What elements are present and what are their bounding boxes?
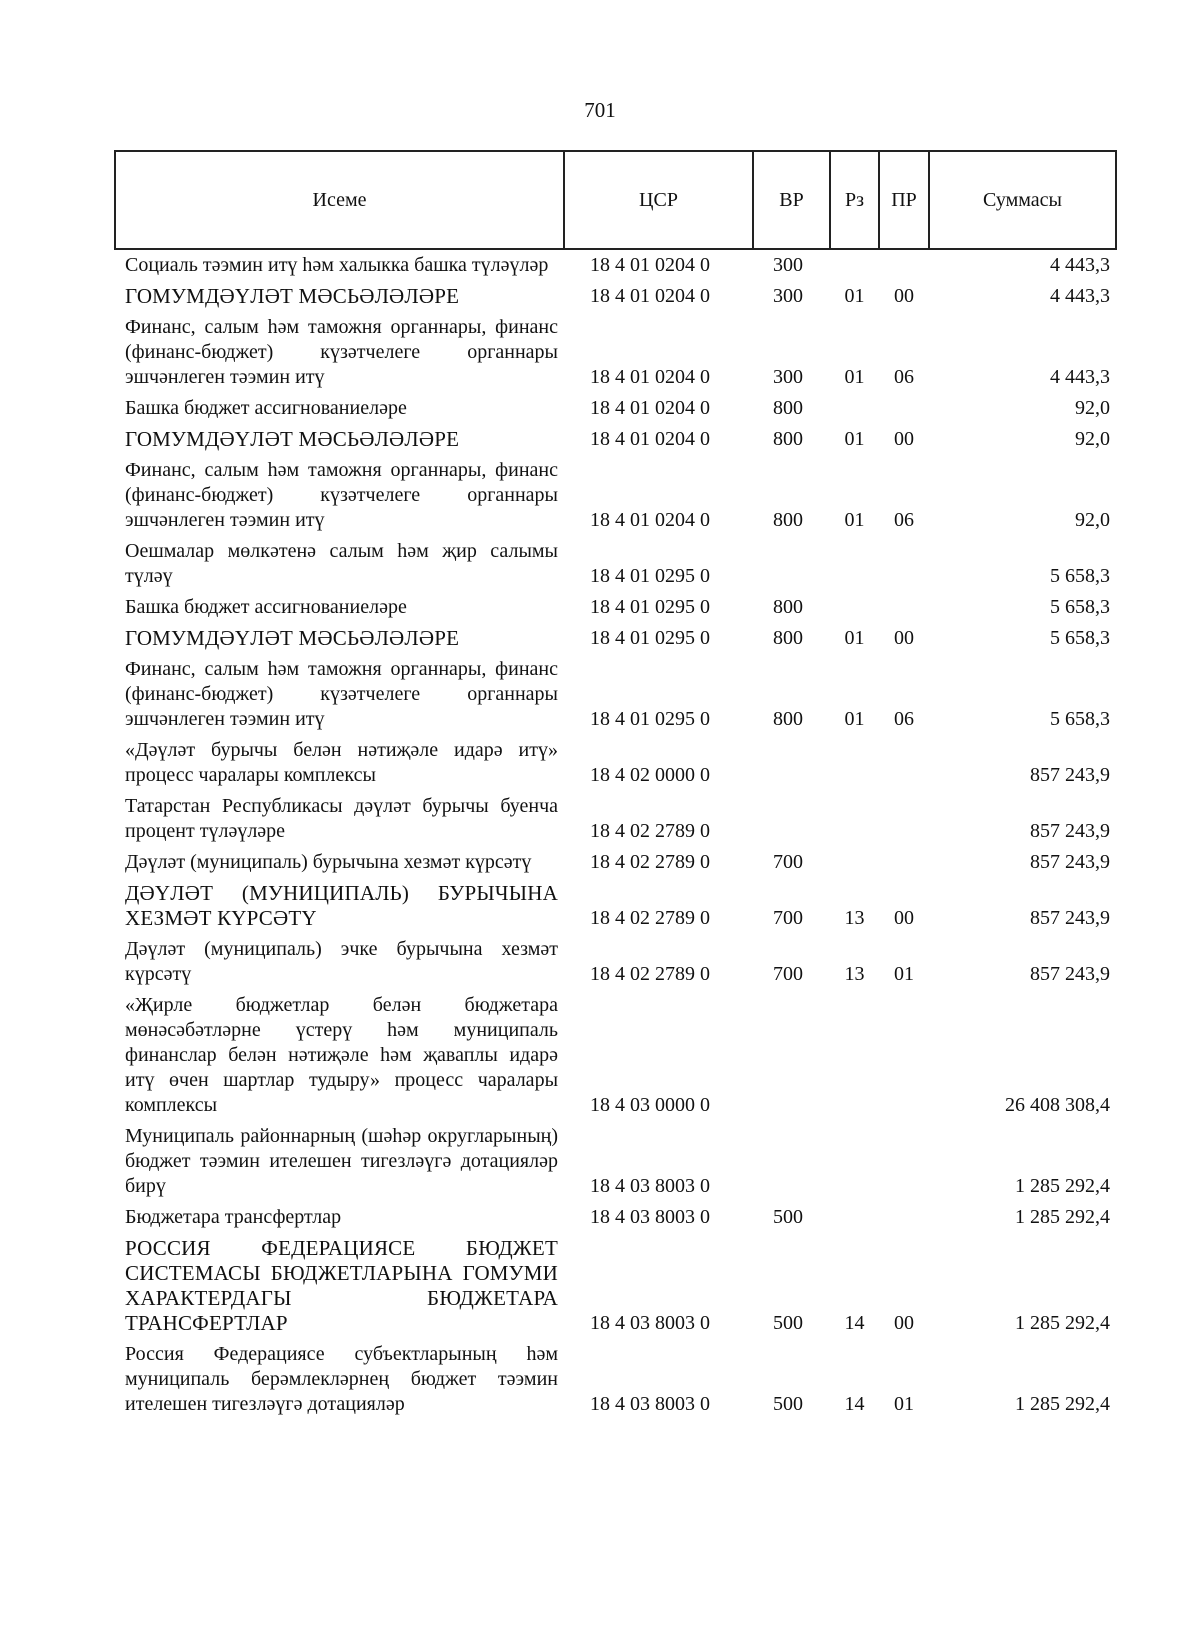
cell-name: «Дәүләт бурычы белән нәтиҗәле идарә итү» процесс чаралары комплексы [125, 739, 558, 786]
cell-sum: 857 243,9 [1030, 963, 1110, 985]
table-row [115, 791, 1116, 847]
cell-sum: 857 243,9 [1030, 851, 1110, 873]
header-pr: ПР [879, 151, 929, 249]
cell-rz [830, 990, 879, 1121]
cell-rz: 13 [844, 963, 865, 985]
cell-name: Оешмалар мөлкәтенә салым һәм җир салымы түләү [125, 540, 558, 587]
cell-vr: 800 [773, 509, 803, 531]
table-row [115, 654, 1116, 735]
cell-rz [830, 735, 879, 791]
cell-sum: 1 285 292,4 [1015, 1312, 1110, 1334]
cell-csr: 18 4 01 0204 0 [590, 397, 710, 419]
table-row [115, 1339, 1116, 1420]
cell-vr: 300 [773, 254, 803, 276]
cell-vr [753, 990, 830, 1121]
cell-csr: 18 4 03 8003 0 [590, 1206, 710, 1228]
cell-rz [830, 791, 879, 847]
cell-sum: 5 658,3 [1050, 627, 1110, 649]
cell-vr: 500 [773, 1312, 803, 1334]
header-name: Исеме [115, 151, 564, 249]
cell-sum: 92,0 [1075, 509, 1110, 531]
cell-csr: 18 4 03 8003 0 [590, 1312, 710, 1334]
cell-name: Бюджетара трансфертлар [125, 1206, 342, 1228]
cell-name: ГОМУМДӘҮЛӘТ МӘСЬӘЛӘЛӘРЕ [125, 284, 460, 308]
cell-rz: 13 [844, 907, 865, 929]
cell-pr [879, 990, 929, 1121]
cell-rz: 14 [844, 1312, 865, 1334]
cell-pr [879, 1121, 929, 1202]
cell-name: Финанс, салым һәм таможня органнары, финанс (финанс-бюджет) күзәтчелеге органнары эшчәнлеген тәэмин итү [125, 658, 558, 730]
cell-name: Башка бюджет ассигнованиеләре [125, 397, 407, 419]
table-row [115, 536, 1116, 592]
cell-vr: 500 [773, 1393, 803, 1415]
cell-pr: 00 [894, 428, 914, 450]
table-row [115, 312, 1116, 393]
cell-name: ДӘҮЛӘТ (МУНИЦИПАЛЬ) БУРЫЧЫНА ХЕЗМӘТ КҮРСӘТҮ [125, 881, 558, 930]
cell-name: Муниципаль районнарның (шәһәр округларының) бюджет тәэмин ителешен тигезләүгә дотацияләр бирү [125, 1125, 558, 1197]
cell-sum: 857 243,9 [1030, 820, 1110, 842]
table-row [115, 455, 1116, 536]
cell-csr: 18 4 02 2789 0 [590, 851, 710, 873]
header-rz: Рз [830, 151, 879, 249]
cell-csr: 18 4 02 2789 0 [590, 963, 710, 985]
cell-sum: 4 443,3 [1050, 254, 1110, 276]
budget-table [114, 150, 1117, 1420]
cell-rz [830, 393, 879, 424]
cell-csr: 18 4 02 2789 0 [590, 820, 710, 842]
cell-pr: 00 [894, 1312, 914, 1334]
cell-vr: 700 [773, 907, 803, 929]
cell-pr [879, 536, 929, 592]
cell-pr: 01 [894, 963, 914, 985]
table-row [115, 393, 1116, 424]
table-row [115, 592, 1116, 623]
table-row [115, 424, 1116, 455]
table-row [115, 249, 1116, 281]
cell-rz [830, 1121, 879, 1202]
cell-rz: 01 [844, 428, 865, 450]
cell-rz [830, 249, 879, 281]
cell-vr: 700 [773, 963, 803, 985]
cell-sum: 1 285 292,4 [1015, 1393, 1110, 1415]
cell-vr: 500 [773, 1206, 803, 1228]
cell-pr [879, 1202, 929, 1233]
cell-vr: 300 [773, 366, 803, 388]
cell-pr: 00 [894, 627, 914, 649]
table-row [115, 1233, 1116, 1339]
cell-pr [879, 592, 929, 623]
cell-csr: 18 4 01 0295 0 [590, 708, 710, 730]
cell-name: Финанс, салым һәм таможня органнары, финанс (финанс-бюджет) күзәтчелеге органнары эшчәнлеген тәэмин итү [125, 459, 558, 531]
table-row [115, 735, 1116, 791]
cell-rz [830, 847, 879, 878]
cell-csr: 18 4 01 0204 0 [590, 509, 710, 531]
cell-csr: 18 4 03 8003 0 [590, 1393, 710, 1415]
cell-vr: 800 [773, 708, 803, 730]
cell-vr: 800 [773, 596, 803, 618]
cell-vr: 800 [773, 428, 803, 450]
cell-csr: 18 4 01 0295 0 [590, 627, 710, 649]
cell-sum: 4 443,3 [1050, 285, 1110, 307]
cell-vr: 800 [773, 397, 803, 419]
header-sum: Суммасы [929, 151, 1116, 249]
cell-rz: 01 [844, 366, 865, 388]
cell-name: Россия Федерациясе субъектларының һәм муниципаль берәмлекләрнең бюджет тәэмин ителешен тигезләүгә дотацияләр [125, 1343, 558, 1415]
cell-sum: 5 658,3 [1050, 565, 1110, 587]
cell-name: Социаль тәэмин итү һәм халыкка башка түләүләр [125, 254, 549, 276]
table-row [115, 934, 1116, 990]
cell-sum: 4 443,3 [1050, 366, 1110, 388]
cell-name: ГОМУМДӘҮЛӘТ МӘСЬӘЛӘЛӘРЕ [125, 626, 460, 650]
cell-csr: 18 4 02 0000 0 [590, 764, 710, 786]
table-header [115, 151, 1116, 249]
cell-vr [753, 791, 830, 847]
cell-vr [753, 735, 830, 791]
cell-pr: 06 [894, 509, 914, 531]
cell-vr: 800 [773, 627, 803, 649]
cell-vr [753, 1121, 830, 1202]
cell-csr: 18 4 01 0204 0 [590, 254, 710, 276]
page-number: 701 [584, 98, 616, 122]
cell-name: Дәүләт (муниципаль) бурычына хезмәт күрсәтү [125, 851, 532, 873]
cell-rz: 14 [844, 1393, 865, 1415]
cell-name: Башка бюджет ассигнованиеләре [125, 596, 407, 618]
cell-name: Дәүләт (муниципаль) эчке бурычына хезмәт күрсәтү [125, 938, 558, 985]
cell-rz [830, 592, 879, 623]
cell-name: ГОМУМДӘҮЛӘТ МӘСЬӘЛӘЛӘРЕ [125, 427, 460, 451]
cell-rz: 01 [844, 708, 865, 730]
cell-pr: 00 [894, 907, 914, 929]
cell-vr: 700 [773, 851, 803, 873]
cell-pr [879, 393, 929, 424]
cell-sum: 857 243,9 [1030, 764, 1110, 786]
cell-sum: 92,0 [1075, 397, 1110, 419]
cell-pr: 01 [894, 1393, 914, 1415]
cell-vr: 300 [773, 285, 803, 307]
cell-name: Татарстан Республикасы дәүләт бурычы буенча процент түләүләре [125, 795, 558, 842]
cell-sum: 5 658,3 [1050, 708, 1110, 730]
cell-rz: 01 [844, 509, 865, 531]
cell-pr [879, 847, 929, 878]
cell-name: РОССИЯ ФЕДЕРАЦИЯСЕ БЮДЖЕТ СИСТЕМАСЫ БЮДЖЕТЛАРЫНА ГОМУМИ ХАРАКТЕРДАГЫ БЮДЖЕТАРА ТРАНСФЕРТЛАР [125, 1236, 558, 1335]
cell-sum: 857 243,9 [1030, 907, 1110, 929]
table-row [115, 623, 1116, 654]
cell-csr: 18 4 03 0000 0 [590, 1094, 710, 1116]
header-csr: ЦСР [564, 151, 753, 249]
cell-sum: 1 285 292,4 [1015, 1175, 1110, 1197]
cell-pr: 00 [894, 285, 914, 307]
cell-pr [879, 735, 929, 791]
cell-sum: 26 408 308,4 [1005, 1094, 1110, 1116]
cell-name: Финанс, салым һәм таможня органнары, финанс (финанс-бюджет) күзәтчелеге органнары эшчәнлеген тәэмин итү [125, 316, 558, 388]
table-row [115, 1202, 1116, 1233]
table-row [115, 847, 1116, 878]
table-row [115, 1121, 1116, 1202]
table-row [115, 990, 1116, 1121]
cell-vr [753, 536, 830, 592]
cell-csr: 18 4 01 0295 0 [590, 565, 710, 587]
cell-pr [879, 249, 929, 281]
cell-csr: 18 4 01 0204 0 [590, 428, 710, 450]
cell-rz: 01 [844, 285, 865, 307]
table-row [115, 281, 1116, 312]
cell-rz [830, 1202, 879, 1233]
cell-rz [830, 536, 879, 592]
cell-pr: 06 [894, 708, 914, 730]
cell-rz: 01 [844, 627, 865, 649]
table-row [115, 878, 1116, 934]
cell-csr: 18 4 01 0295 0 [590, 596, 710, 618]
cell-csr: 18 4 01 0204 0 [590, 285, 710, 307]
header-vr: ВР [753, 151, 830, 249]
cell-name: «Җирле бюджетлар белән бюджетара мөнәсәбәтләрне үстерү һәм муниципаль финанслар белән нәтиҗәле һәм җаваплы идарә итү өчен шартлар тудыру» процесс чаралары комплексы [125, 994, 558, 1116]
cell-sum: 1 285 292,4 [1015, 1206, 1110, 1228]
table-body [115, 249, 1116, 1420]
cell-pr [879, 791, 929, 847]
cell-csr: 18 4 01 0204 0 [590, 366, 710, 388]
cell-pr: 06 [894, 366, 914, 388]
cell-sum: 5 658,3 [1050, 596, 1110, 618]
cell-csr: 18 4 02 2789 0 [590, 907, 710, 929]
cell-sum: 92,0 [1075, 428, 1110, 450]
cell-csr: 18 4 03 8003 0 [590, 1175, 710, 1197]
